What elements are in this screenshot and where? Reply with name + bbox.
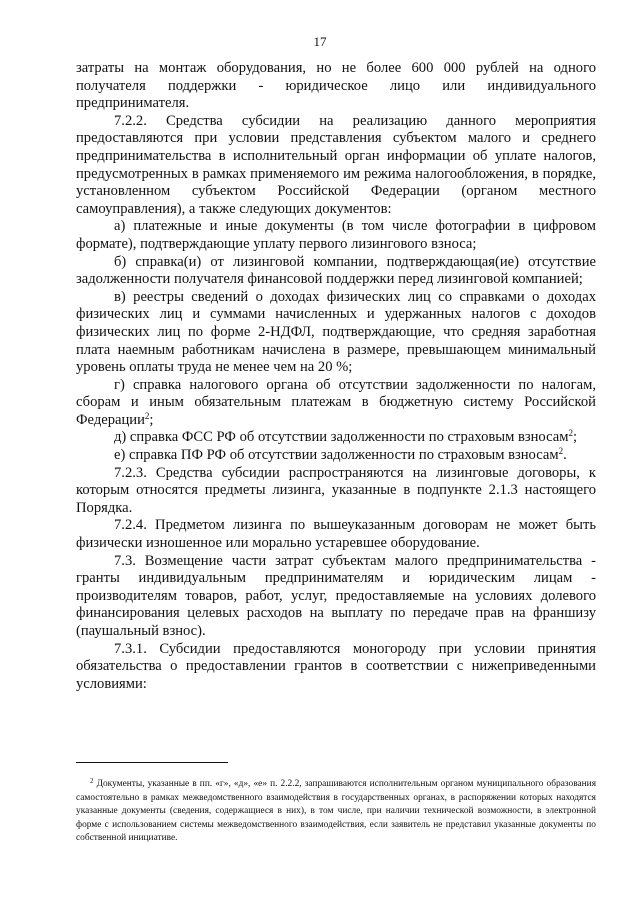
footnote-ref: 2: [568, 428, 573, 439]
list-item-b: б) справка(и) от лизинговой компании, подтверждающая(ие) отсутствие задолженности получателя финансовой поддержки перед лизинговой компанией;: [76, 253, 596, 288]
paragraph-7-3-1: 7.3.1. Субсидии предоставляются моногороду при условии принятия обязательства о предоставлении грантов в соответствии с нижеприведенными условиями:: [76, 640, 596, 692]
footnote-separator: [76, 762, 228, 763]
paragraph-continuation: затраты на монтаж оборудования, но не более 600 000 рублей на одного получателя поддержки - юридическое лицо или индивидуального предпринимателя.: [76, 60, 596, 112]
footnote-marker: 2: [90, 777, 94, 786]
page-number: 17: [313, 34, 327, 49]
list-item-d: д) справка ФСС РФ об отсутствии задолженности по страховым взносам$^2$;: [114, 428, 578, 446]
footnote-ref: 2: [558, 446, 564, 457]
paragraph-7-2-4: 7.2.4. Предметом лизинга по вышеуказанным договорам не может быть физически изношенное или морально устаревшее оборудование.: [76, 517, 596, 552]
list-item-e: е) справка ПФ РФ об отсутствии задолженности по страховым взносам$^2$.: [114, 446, 567, 464]
footnote-text: Документы, указанные в пп. «г», «д», «е» п. 2.2.2, запрашиваются исполнительным органом муниципального образования самостоятельно в рамках межведомственного взаимодействия в государственных органах, в распоряжении которых находятся указанные документы (сведения, содержащиеся в них), в том числе, при наличии технической возможности, в электронной форме с использованием системы межведомственного взаимодействия, если заявитель не представил указанные документы по собственной инициативе.: [76, 779, 597, 844]
list-item-a: а) платежные и иные документы (в том числе фотографии в цифровом формате), подтверждающие уплату первого лизингового взноса;: [76, 218, 596, 252]
paragraph-7-2-3: 7.2.3. Средства субсидии распространяются на лизинговые договоры, к которым относятся предметы лизинга, указанные в подпункте 2.1.3 настоящего Порядка.: [76, 464, 596, 516]
paragraph-7-3: 7.3. Возмещение части затрат субъектам малого предпринимательства - гранты индивидуальным предпринимателям и юридическим лицам - производителям товаров, работ, услуг, предоставляемые на условиях долевого финансирования целевых расходов на выплату по передаче прав на франшизу (паушальный взнос).: [76, 552, 596, 639]
paragraph-7-2-2: 7.2.2. Средства субсидии на реализацию данного мероприятия предоставляются при условии представления субъектом малого и среднего предпринимательства в исполнительный орган информации об уплате налогов, предусмотренных в рамках применяемого им режима налогообложения, в порядке, установленном субъектом Российской Федерации (органом местного самоуправления), а также следующих документов:: [76, 112, 596, 217]
footnote: [76, 778, 596, 845]
footnote-ref: 2: [144, 410, 150, 421]
list-item-g: г) справка налогового органа об отсутствии задолженности по налогам, сборам и иным обязательным платежам в бюджетную систему Российской Федерации$^2$;: [76, 376, 596, 428]
list-item-v: в) реестры сведений о доходах физических лиц со справками о доходах физических лиц и суммами начисленных и удержанных налогов с доходов физических лиц по форме 2-НДФЛ, подтверждающие, что средняя заработная плата наемным работникам начислена в размере, превышающем минимальный уровень оплаты труда не менее чем на 20 %;: [76, 288, 596, 376]
document-body: [76, 60, 596, 693]
